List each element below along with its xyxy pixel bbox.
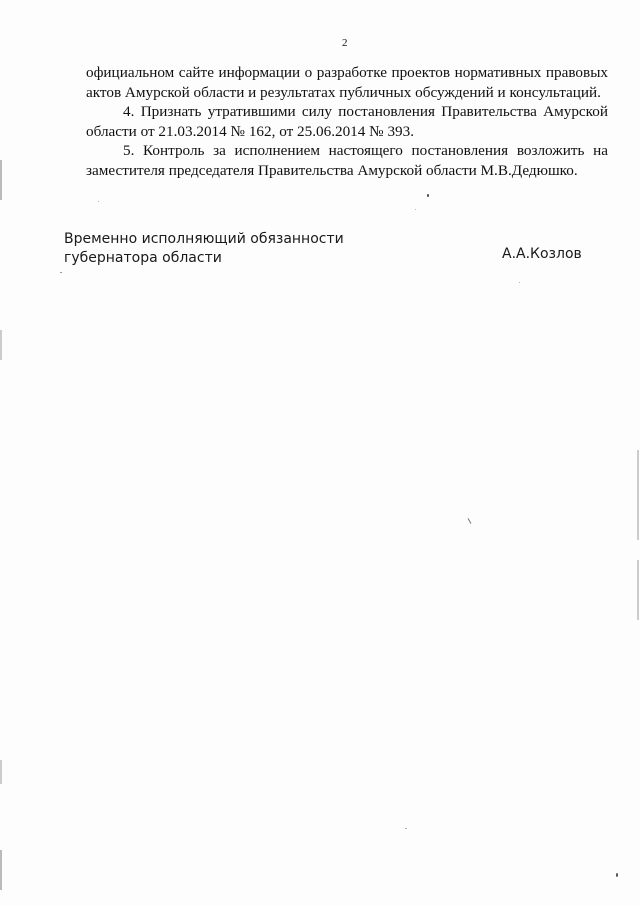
paragraph-4-line-1: 4. Признать утратившими силу постановления Правительства Амурской — [123, 103, 608, 120]
signatory-position-line-1: Временно исполняющий обязанности — [64, 231, 344, 247]
paragraph-5-line-1: 5. Контроль за исполнением настоящего постановления возложить на — [123, 142, 608, 159]
scan-speck — [98, 201, 99, 202]
paragraph-4-line-2: области от 21.03.2014 № 162, от 25.06.2014 № 393. — [86, 122, 415, 140]
scan-speck — [519, 282, 520, 283]
scan-edge-mark — [0, 760, 2, 784]
scan-speck — [616, 873, 618, 877]
scan-edge-mark — [0, 160, 2, 200]
scan-speck — [415, 209, 416, 210]
scan-edge-mark — [0, 850, 2, 890]
scan-edge-mark — [0, 330, 2, 360]
signatory-position-line-2: губернатора области — [64, 250, 222, 266]
scan-edge-mark-right — [637, 560, 639, 620]
page-number: 2 — [342, 37, 348, 49]
paragraph-3-line-1: официальном сайте информации о разработке проектов нормативных правовых — [86, 64, 608, 81]
scan-speck — [60, 272, 62, 273]
scan-speck — [405, 828, 407, 829]
signatory-position — [64, 230, 344, 268]
scan-edge-mark-right — [637, 450, 639, 540]
signatory-name: А.А.Козлов — [502, 246, 582, 262]
document-body — [86, 63, 608, 180]
paragraph-3-line-2: актов Амурской области и результатах публичных обсуждений и консультаций. — [86, 83, 601, 101]
scan-speck — [427, 194, 429, 197]
paragraph-5-line-2: заместителя председателя Правительства Амурской области М.В.Дедюшко. — [86, 161, 578, 179]
scan-speck — [468, 518, 472, 524]
